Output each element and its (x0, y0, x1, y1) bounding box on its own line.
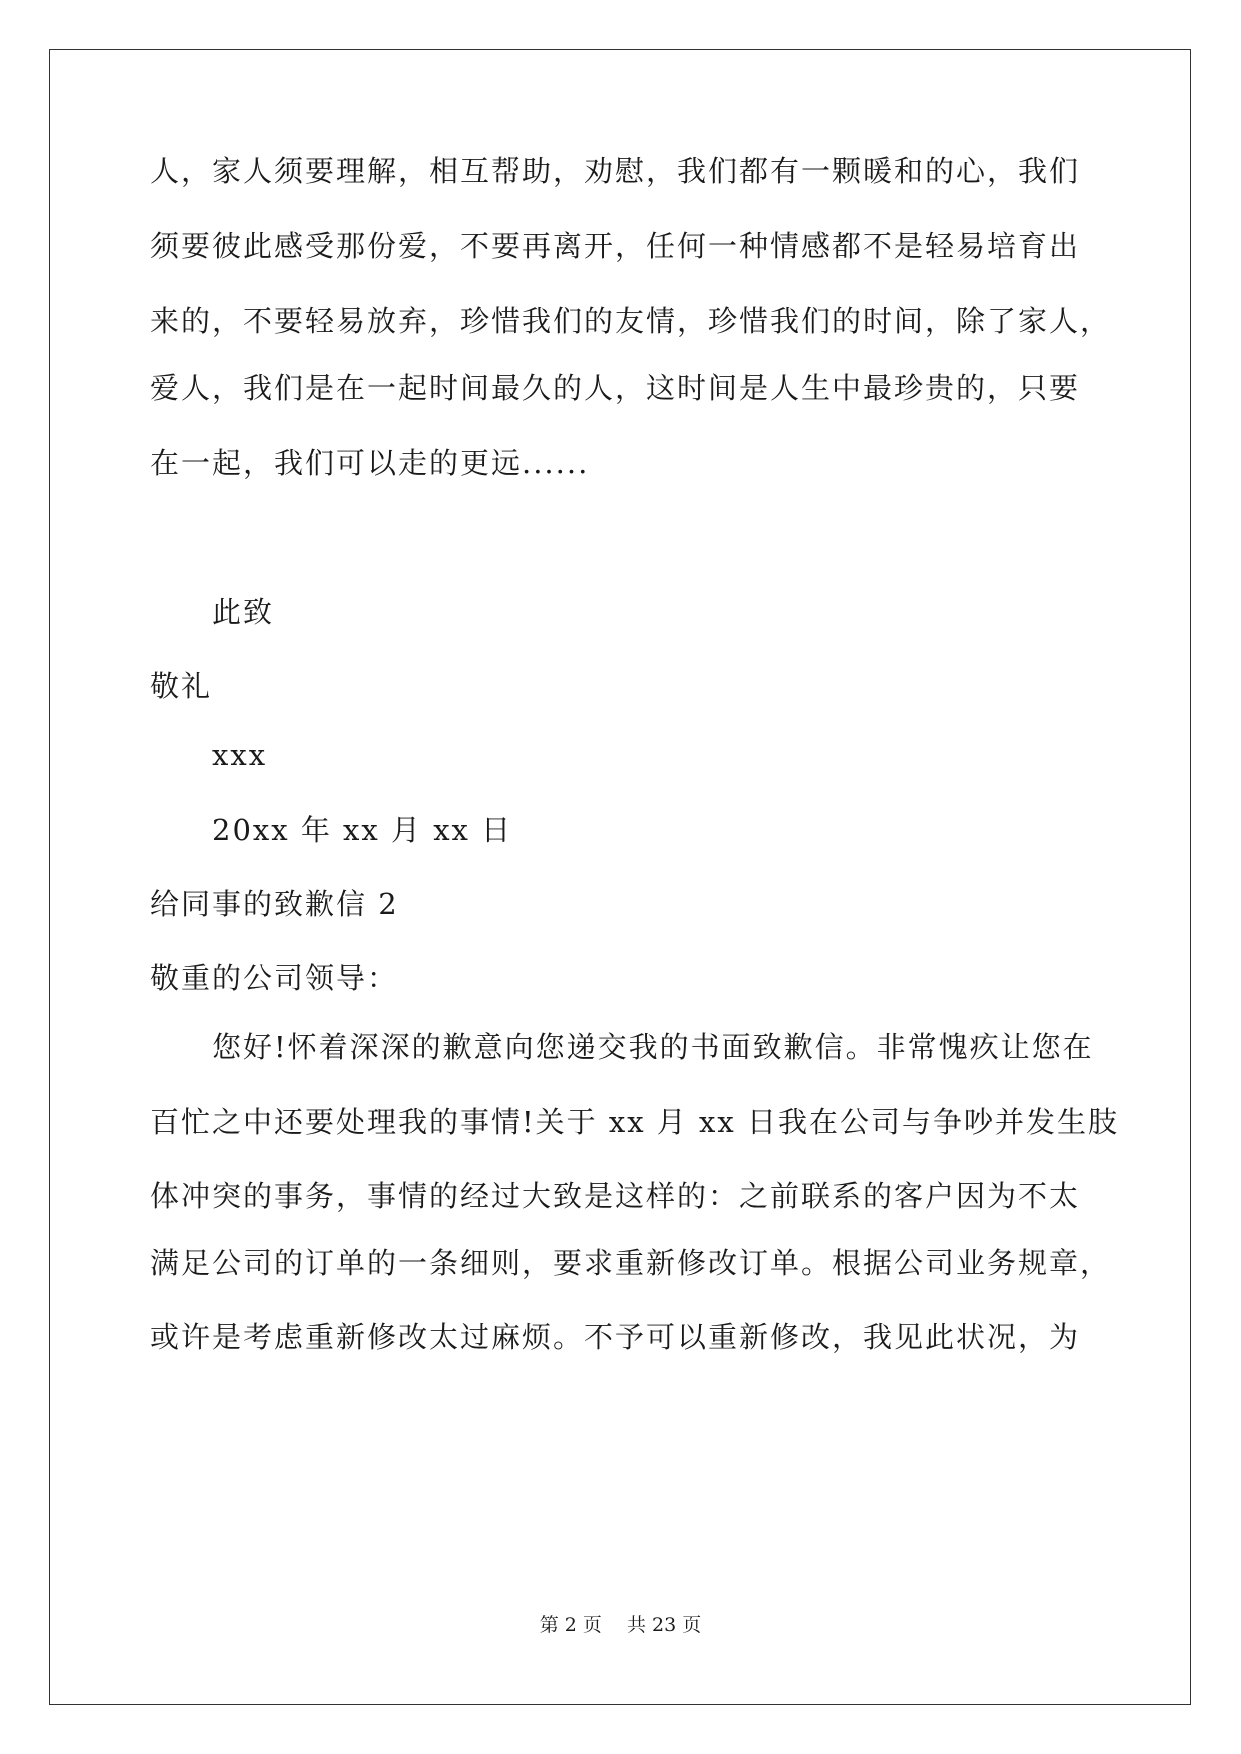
paragraph-line: 人，家人须要理解，相互帮助，劝慰，我们都有一颗暖和的心，我们 (150, 154, 1081, 188)
paragraph-line: 或许是考虑重新修改太过麻烦。不予可以重新修改，我见此状况，为 (150, 1320, 1081, 1354)
letter-title: 给同事的致歉信 2 (150, 887, 399, 921)
paragraph-line: 满足公司的订单的一条细则，要求重新修改订单。根据公司业务规章， (150, 1246, 1112, 1280)
paragraph-line: 来的，不要轻易放弃，珍惜我们的友情，珍惜我们的时间，除了家人， (150, 304, 1112, 338)
paragraph-line: 体冲突的事务，事情的经过大致是这样的：之前联系的客户因为不太 (150, 1179, 1081, 1213)
letter-date: 20xx 年 xx 月 xx 日 (212, 813, 513, 847)
closing-salutation: 此致 (212, 595, 275, 629)
paragraph-line: 您好!怀着深深的歉意向您递交我的书面致歉信。非常愧疚让您在 (212, 1030, 1094, 1064)
page-border (49, 49, 1191, 1705)
paragraph-line: 百忙之中还要处理我的事情!关于 xx 月 xx 日我在公司与争吵并发生肢 (150, 1105, 1119, 1139)
letter-greeting: 敬重的公司领导： (150, 961, 399, 995)
paragraph-line: 在一起，我们可以走的更远...... (150, 446, 590, 480)
closing-regards: 敬礼 (150, 669, 213, 703)
signer-name: xxx (212, 738, 268, 772)
paragraph-line: 须要彼此感受那份爱，不要再离开，任何一种情感都不是轻易培育出 (150, 229, 1081, 263)
page-number-footer: 第 2 页 共 23 页 (539, 1614, 702, 1636)
paragraph-line: 爱人，我们是在一起时间最久的人，这时间是人生中最珍贵的，只要 (150, 371, 1081, 405)
